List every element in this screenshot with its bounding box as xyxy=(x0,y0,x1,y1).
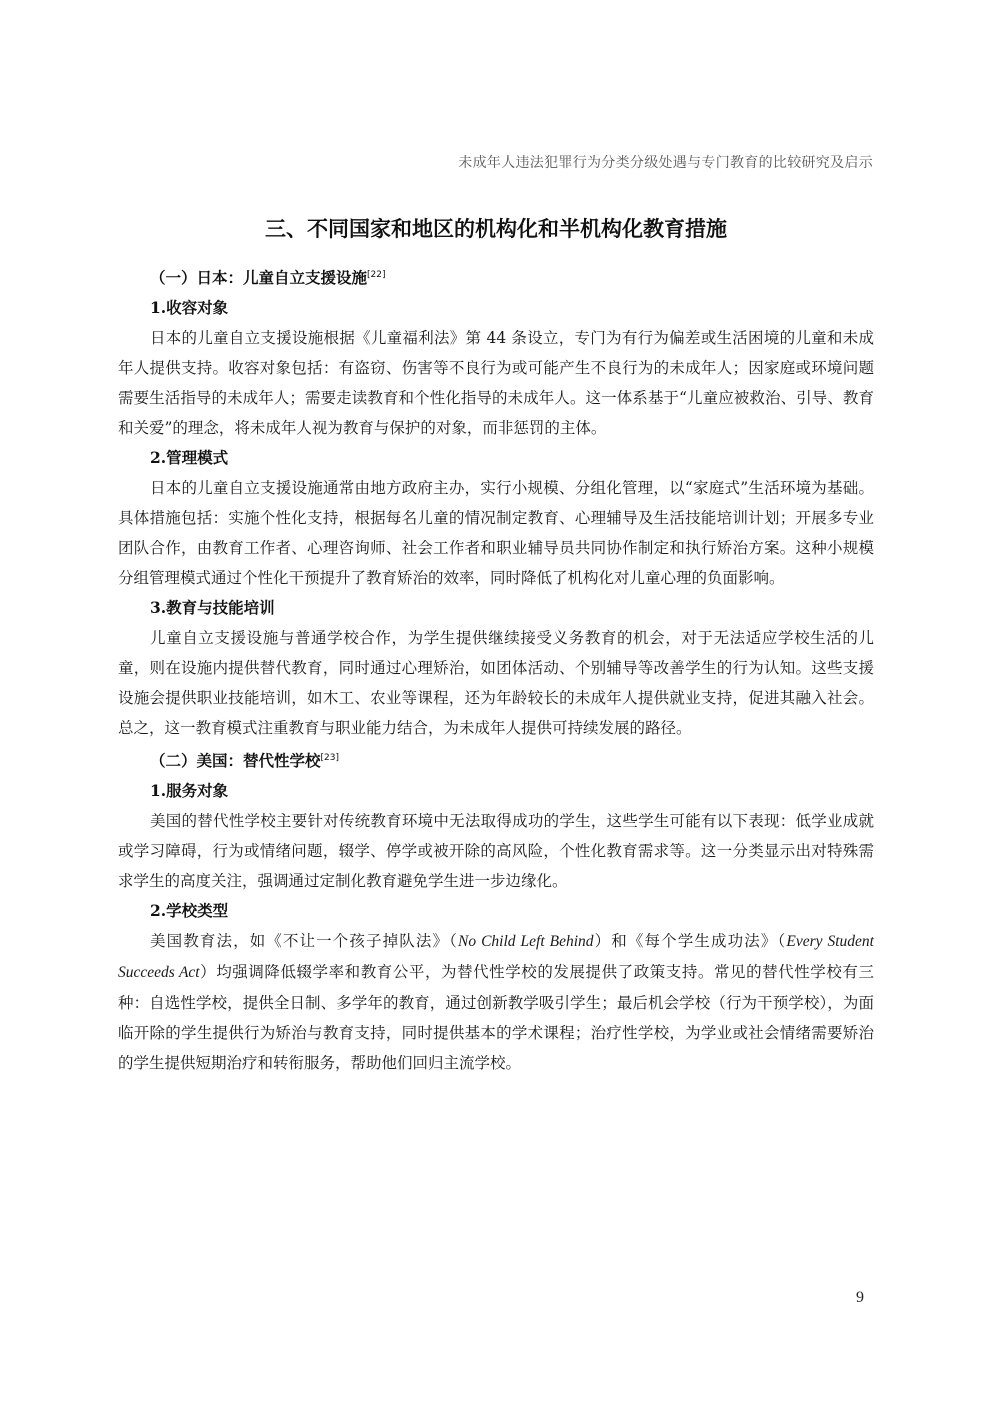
heading-education-training: 3.教育与技能培训 xyxy=(150,598,275,617)
heading-management-model: 2.管理模式 xyxy=(150,448,229,467)
paragraph-text: ）均强调降低辍学率和教育公平，为替代性学校的发展提供了政策支持。常见的替代性学校有三种：自选性学校，提供全日制、多学年的教育，通过创新教学吸引学生；最后机会学校（行为干预学校），为面临开除的学生提供行为矫治与教育支持，同时提供基本的学术课程；治疗性学校，为学业或社会情绪需要矫治的学生提供短期治疗和转衔服务，帮助他们回归主流学校。 xyxy=(118,963,874,1072)
subsection-heading-japan xyxy=(118,260,874,293)
reference-marker[interactable]: [22] xyxy=(367,270,386,280)
paragraph: 日本的儿童自立支援设施根据《儿童福利法》第 44 条设立，专门为有行为偏差或生活困境的儿童和未成年人提供支持。收容对象包括：有盗窃、伤害等不良行为或可能产生不良行为的未成年人；因家庭或环境问题需要生活指导的未成年人；需要走读教育和个性化指导的未成年人。这一体系基于“儿童应被救治、引导、教育和关爱”的理念，将未成年人视为教育与保护的对象，而非惩罚的主体。 xyxy=(118,329,874,437)
running-header: 未成年人违法犯罪行为分类分级处遇与专门教育的比较研究及启示 xyxy=(458,154,873,170)
paragraph: 日本的儿童自立支援设施通常由地方政府主办，实行小规模、分组化管理，以“家庭式”生活环境为基础。具体措施包括：实施个性化支持，根据每名儿童的情况制定教育、心理辅导及生活技能培训计划；开展多专业团队合作，由教育工作者、心理咨询师、社会工作者和职业辅导员共同协作制定和执行矫治方案。这种小规模分组管理模式通过个性化干预提升了教育矫治的效率，同时降低了机构化对儿童心理的负面影响。 xyxy=(118,479,874,587)
heading-school-types: 2.学校类型 xyxy=(150,901,229,920)
law-title-english: No Child Left Behind xyxy=(458,933,594,950)
subsection-heading-usa-text: （二）美国：替代性学校 xyxy=(150,752,321,770)
page-content xyxy=(118,214,874,1078)
heading-service-targets: 1.服务对象 xyxy=(150,781,229,800)
section-title: 三、不同国家和地区的机构化和半机构化教育措施 xyxy=(265,217,727,241)
paragraph-text: ）和《每个学生成功法》（ xyxy=(593,932,787,950)
paragraph: 美国的替代性学校主要针对传统教育环境中无法取得成功的学生，这些学生可能有以下表现：低学业成就或学习障碍，行为或情绪问题，辍学、停学或被开除的高风险，个性化教育需求等。这一分类显示出对特殊需求学生的高度关注，强调通过定制化教育避免学生进一步边缘化。 xyxy=(118,812,874,890)
subsection-heading-usa xyxy=(118,743,874,776)
reference-marker[interactable]: [23] xyxy=(320,753,339,763)
subsection-heading-japan-text: （一）日本：儿童自立支援设施 xyxy=(150,269,368,287)
law-title-english: Every Student Succeeds Act xyxy=(118,933,874,981)
paragraph xyxy=(118,926,874,1078)
page-number: 9 xyxy=(856,1289,864,1306)
heading-admission-targets: 1.收容对象 xyxy=(150,298,229,317)
paragraph: 儿童自立支援设施与普通学校合作，为学生提供继续接受义务教育的机会，对于无法适应学校生活的儿童，则在设施内提供替代教育，同时通过心理矫治，如团体活动、个别辅导等改善学生的行为认知。这些支援设施会提供职业技能培训，如木工、农业等课程，还为年龄较长的未成年人提供就业支持，促进其融入社会。总之，这一教育模式注重教育与职业能力结合，为未成年人提供可持续发展的路径。 xyxy=(118,629,874,737)
paragraph-text: 美国教育法，如《不让一个孩子掉队法》（ xyxy=(150,932,459,950)
